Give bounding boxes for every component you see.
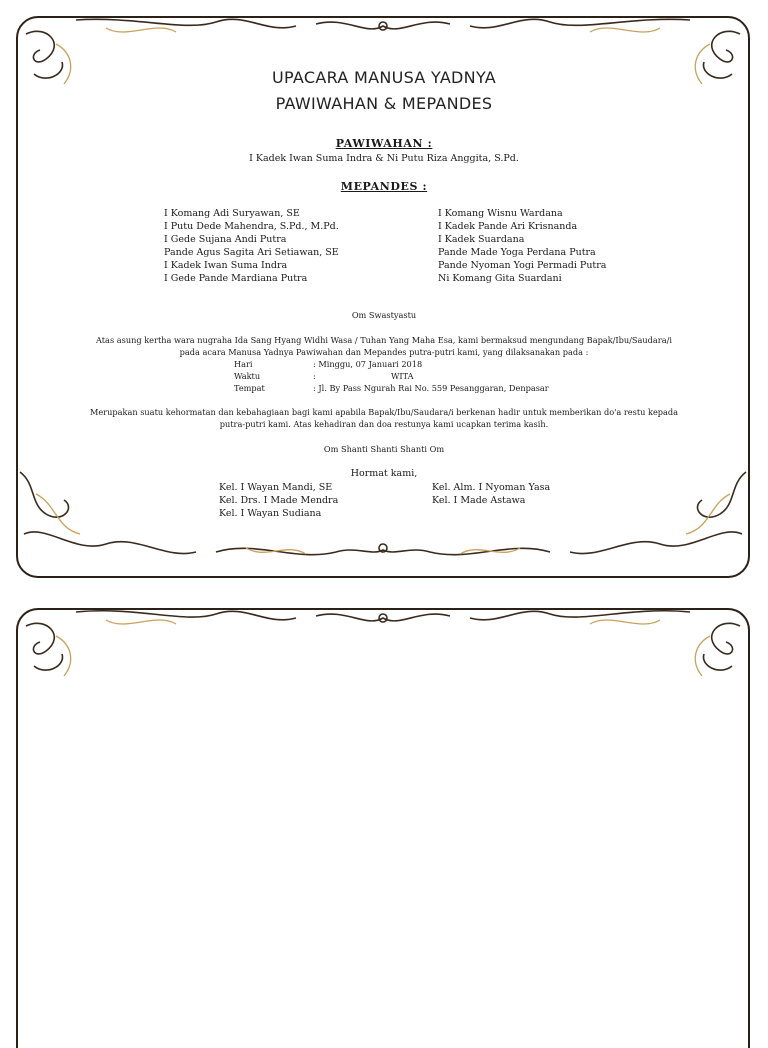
waktu-label: Waktu	[234, 371, 261, 381]
list-item: Ni Komang Gita Suardani	[438, 273, 562, 284]
list-item: I Kadek Suardana	[438, 234, 525, 245]
ceremony-title: UPACARA MANUSA YADNYA	[271, 68, 497, 87]
list-item: I Komang Adi Suryawan, SE	[164, 208, 300, 219]
regards: Hormat kami,	[350, 468, 418, 479]
list-item: I Kadek Iwan Suma Indra	[164, 260, 288, 271]
family-name: Kel. Alm. I Nyoman Yasa	[432, 482, 551, 493]
hari-label: Hari	[234, 359, 253, 369]
closing-line: putra-putri kami. Atas kehadiran dan doa restunya kami ucapkan terima kasih.	[219, 419, 549, 429]
list-item: I Gede Pande Mardiana Putra	[164, 273, 308, 284]
list-item: I Putu Dede Mahendra, S.Pd., M.Pd.	[164, 221, 339, 232]
intro-line: pada acara Manusa Yadnya Pawiwahan dan Mepandes putra-putri kami, yang dilaksanakan pada :	[179, 347, 589, 357]
farewell: Om Shanti Shanti Shanti Om	[323, 444, 445, 454]
greeting: Om Swastyastu	[351, 310, 417, 320]
family-name: Kel. I Wayan Sudiana	[219, 508, 322, 519]
waktu-colon: :	[313, 371, 316, 381]
list-item: I Kadek Pande Ari Krisnanda	[438, 221, 578, 232]
pawiwahan-heading: PAWIWAHAN :	[335, 137, 433, 150]
family-name: Kel. Drs. I Made Mendra	[219, 495, 339, 506]
closing-line: Merupakan suatu kehormatan dan kebahagiaan bagi kami apabila Bapak/Ibu/Saudara/i berkenan hadir untuk memberikan do'a restu kepada	[89, 407, 679, 417]
hari-value: : Minggu, 07 Januari 2018	[313, 359, 423, 369]
family-name: Kel. I Wayan Mandi, SE	[219, 482, 333, 493]
intro-line: Atas asung kertha wara nugraha Ida Sang Hyang Widhi Wasa / Tuhan Yang Maha Esa, kami bermaksud mengundang Bapak/Ibu/Saudara/i	[96, 335, 672, 345]
family-name: Kel. I Made Astawa	[432, 495, 526, 506]
mepandes-heading: MEPANDES :	[340, 180, 428, 193]
couple-names: I Kadek Iwan Suma Indra & Ni Putu Riza Anggita, S.Pd.	[249, 153, 519, 164]
list-item: I Komang Wisnu Wardana	[438, 208, 563, 219]
list-item: I Gede Sujana Andi Putra	[164, 234, 287, 245]
tempat-label: Tempat	[234, 383, 265, 393]
list-item: Pande Agus Sagita Ari Setiawan, SE	[164, 247, 339, 258]
list-item: Pande Nyoman Yogi Permadi Putra	[438, 260, 607, 271]
list-item: Pande Made Yoga Perdana Putra	[438, 247, 596, 258]
blank-card	[16, 608, 750, 1048]
waktu-value: WITA	[391, 371, 414, 381]
ceremony-subtitle: PAWIWAHAN & MEPANDES	[275, 94, 493, 113]
tempat-value: : Jl. By Pass Ngurah Rai No. 559 Pesanggaran, Denpasar	[313, 383, 549, 393]
